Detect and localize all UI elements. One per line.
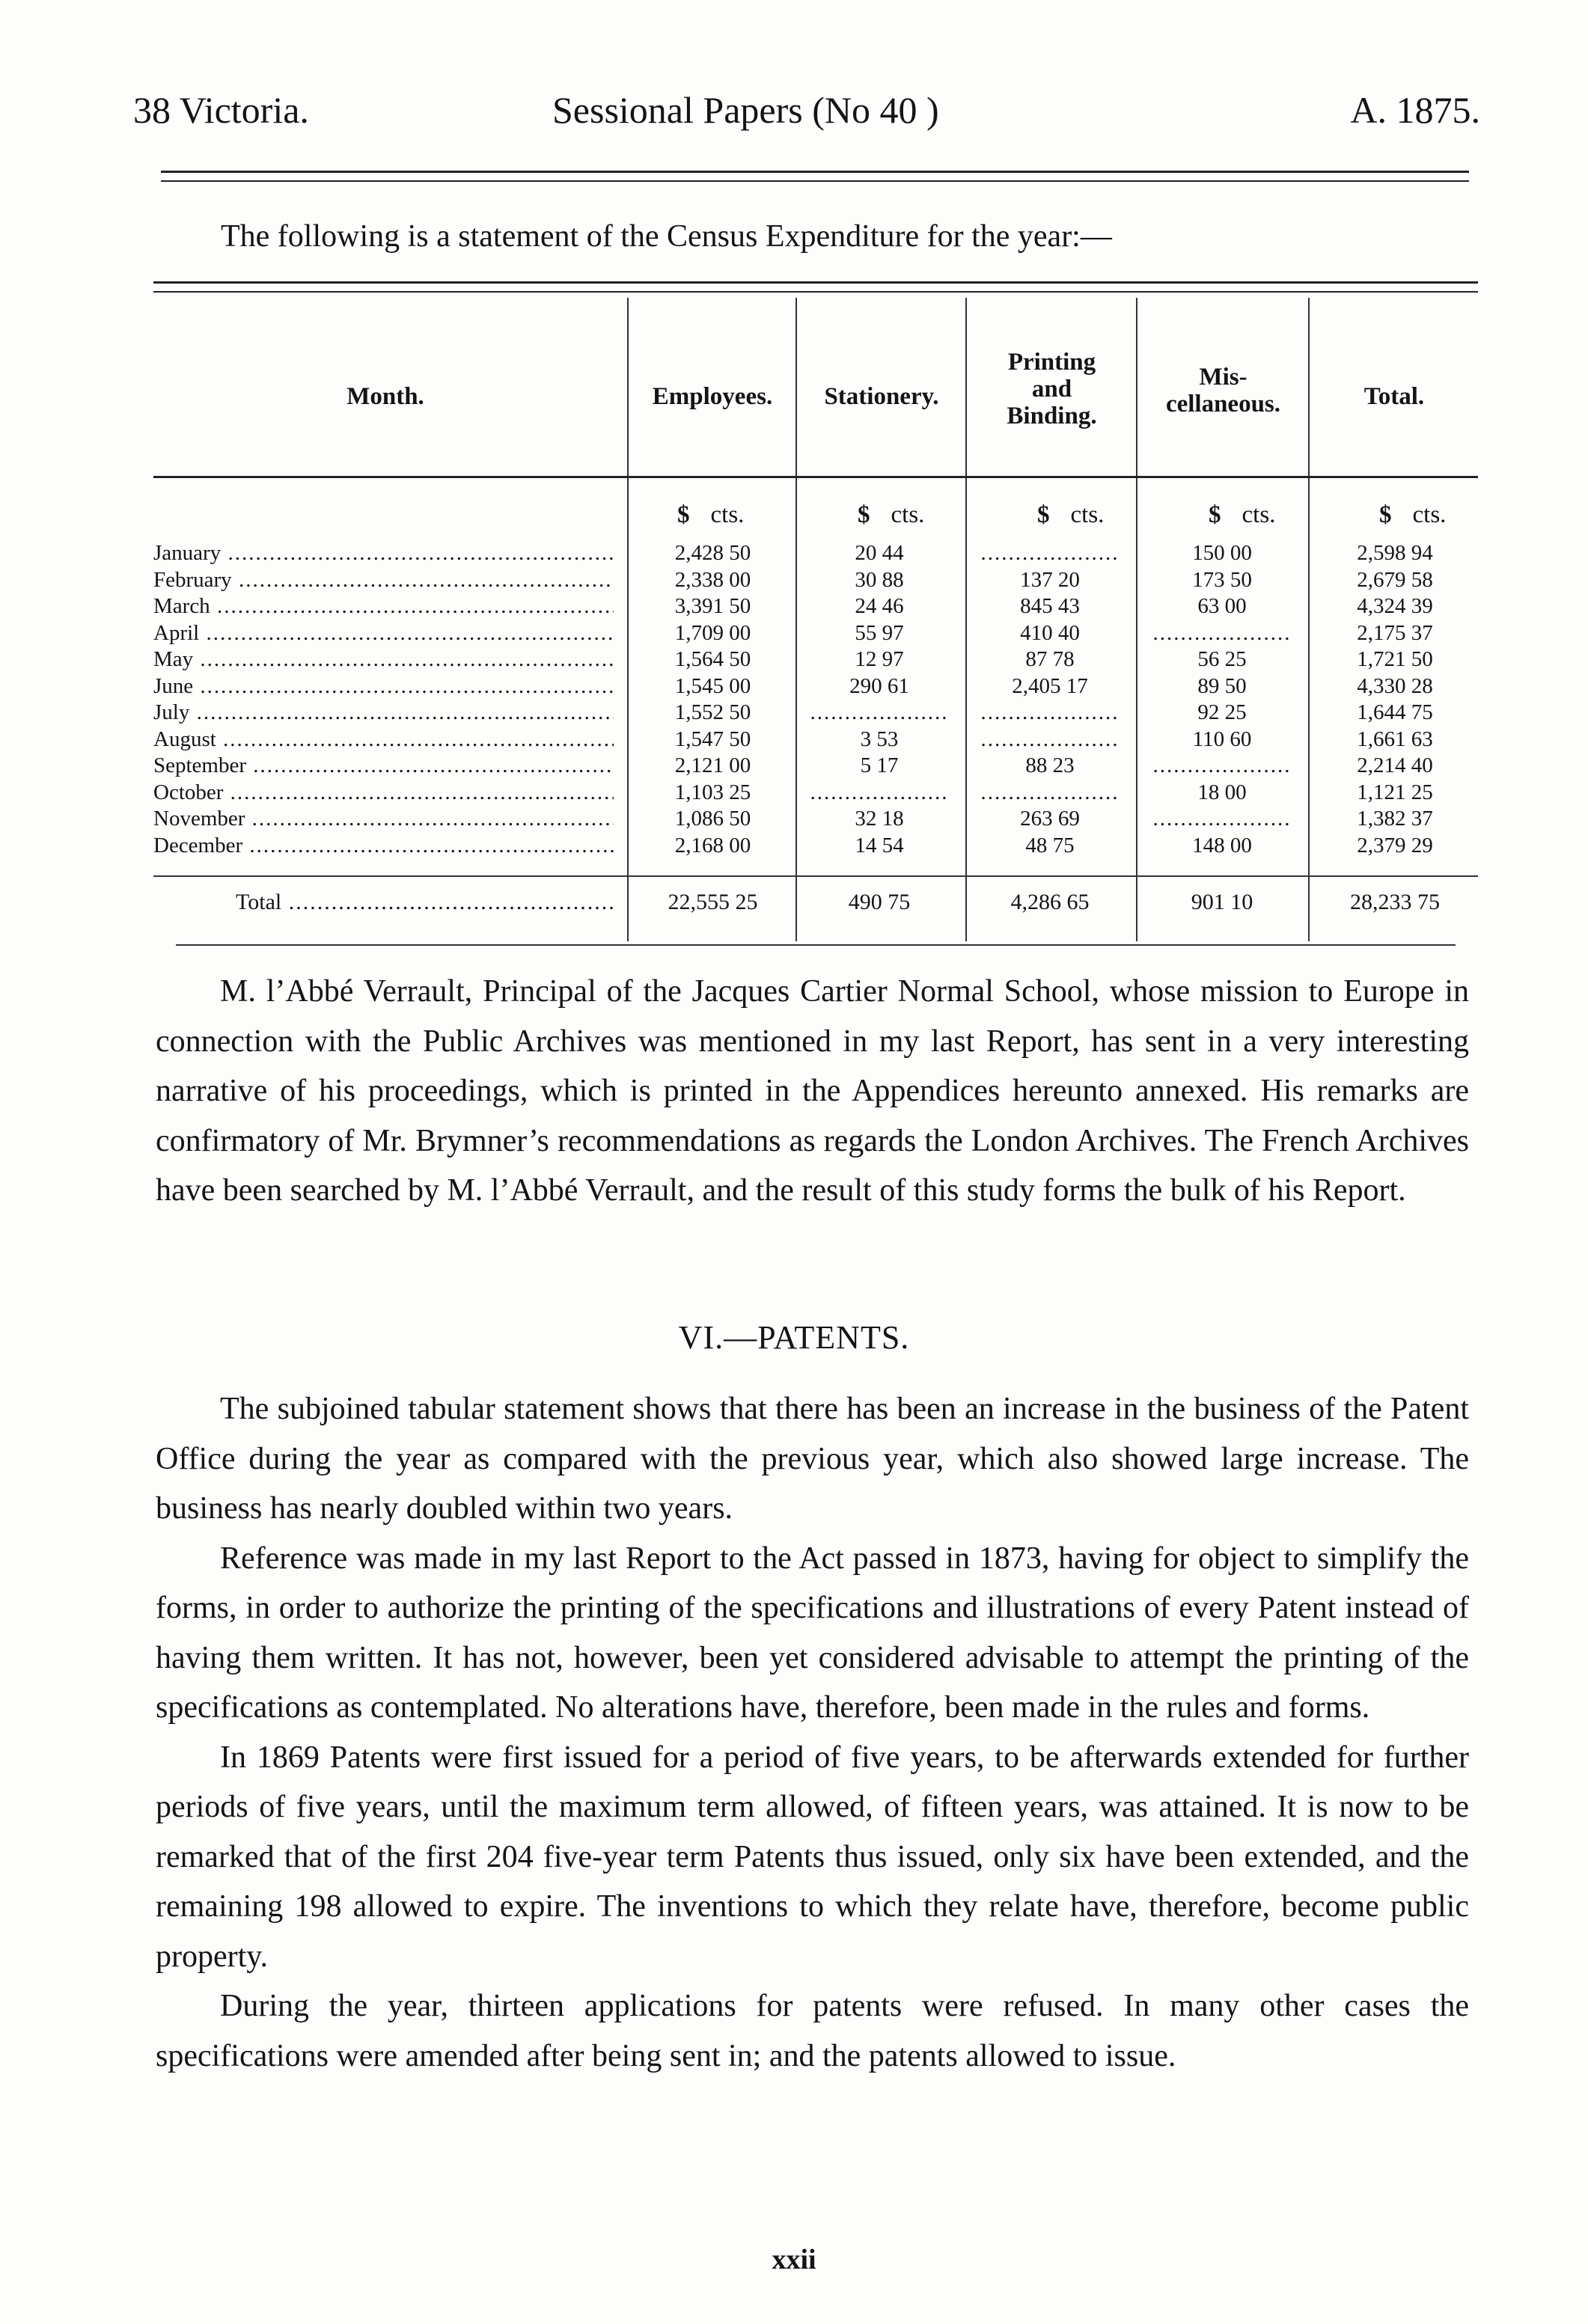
total-cell: 1,721 50 [1357,647,1433,671]
printing-cell: 410 40 [1020,620,1080,645]
employees-cell: 1,086 50 [674,807,751,831]
header-double-rule [161,171,1469,182]
header-misc-line2: cellaneous. [1165,391,1281,418]
table-total-rule [153,875,1478,877]
unit-label-total [1379,501,1446,529]
cents-label: cts. [1412,501,1447,528]
unit-label-employees [677,501,744,529]
total-cell: 1,121 25 [1357,780,1433,804]
paragraph-patents-3: In 1869 Patents were first issued for a period of five years, to be afterwards extended for further periods of five years, until the maximum term allowed, of fifteen years, was attained. It is now to be remarked that of the first 204 five-year term Patents thus issued, only six have been extended, and the remaining 198 allowed to expire. The inventions to which they relate have, therefore, become public property. [156,1740,1469,1974]
section-title-patents: VI.—PATENTS. [678,1319,910,1356]
employees-cell: 1,564 50 [674,647,751,671]
employees-cell: 3,391 50 [674,594,751,618]
employees-cell: 2,338 00 [674,567,751,592]
header-year: A. 1875. [1350,89,1480,131]
misc-cell: 148 00 [1192,833,1252,857]
total-cell: 1,644 75 [1357,700,1433,724]
misc-cell: 18 00 [1197,780,1247,804]
misc-cell: 56 25 [1197,647,1247,671]
printing-cell: 2,405 17 [1012,673,1088,698]
month-cell: September ..... [153,753,614,780]
month-cell: July ..... [153,700,614,727]
stationery-cell: 14 54 [855,833,904,857]
printing-cell: .................... [980,780,1120,804]
header-misc-line1: Mis- [1199,364,1248,391]
total-cell: 2,679 58 [1357,567,1433,592]
total-cell: 4,324 39 [1357,594,1433,618]
employees-cell: 1,552 50 [674,700,751,724]
dollar-sign: $ [1037,501,1050,528]
printing-cell: 845 43 [1020,594,1080,618]
paragraph-patents-1: The subjoined tabular statement shows that there has been an increase in the business of the Patent Office during the year as compared with the previous year, which also showed large increase. The business has nearly doubled within two years. [156,1392,1469,1526]
total-cell: 2,214 40 [1357,753,1433,777]
stationery-cell: 30 88 [855,567,904,592]
stationery-cell: .................... [810,700,949,724]
dollar-sign: $ [677,501,690,528]
header-session: 38 Victoria. [133,89,309,131]
patents-section [156,1384,1469,2081]
paragraph-patents-2: Reference was made in my last Report to the Act passed in 1873, having for object to simplify the forms, in order to authorize the printing of the specifications and illustrations of every Patent instead of having them written. It has not, however, been yet considered advisable to attempt the printing of the specifications as contemplated. No alterations have, therefore, been made in the rules and forms. [156,1541,1469,1725]
dollar-sign: $ [1209,501,1221,528]
total-label: Total ..... [236,887,614,917]
cents-label: cts. [1070,501,1105,528]
table-row [153,673,1478,700]
printing-cell: .................... [980,727,1120,751]
printing-cell: 263 69 [1020,807,1080,831]
stationery-cell: .................... [810,780,949,804]
header-miscellaneous [1138,364,1308,418]
table-row [153,806,1478,833]
misc-cell: 63 00 [1197,594,1247,618]
header-and-line: and [1031,376,1072,403]
total-employees: 22,555 25 [668,890,758,914]
table-intro: The following is a statement of the Census Expenditure for the year:— [221,219,1112,254]
month-cell: February ..... [153,567,614,594]
header-binding-line: Binding. [1007,403,1097,429]
misc-cell: 110 60 [1192,727,1252,751]
misc-cell: 173 50 [1192,567,1252,592]
employees-cell: 1,545 00 [674,673,751,698]
employees-cell: 2,168 00 [674,833,751,857]
paragraph-patents-4: During the year, thirteen applications for patents were refused. In many other cases the specifications were amended after being sent in; and the patents allowed to issue. [156,1989,1469,2073]
paragraph-verrault: M. l’Abbé Verrault, Principal of the Jacques Cartier Normal School, whose mission to Europe in connection with the Public Archives was mentioned in my last Report, has sent in a very interesting narrative of his proceedings, which is printed in the Appendices hereunto annexed. His remarks are confirmatory of Mr. Brymner’s recommendations as regards the London Archives. The French Archives have been searched by M. l’Abbé Verrault, and the result of this study forms the bulk of his Report. [156,974,1469,1208]
stationery-cell: 32 18 [855,807,904,831]
header-total: Total. [1363,383,1425,410]
running-header [133,88,1480,141]
header-month: Month. [346,383,424,410]
misc-cell: 92 25 [1197,700,1247,724]
month-cell: May ..... [153,646,614,673]
misc-cell: .................... [1152,807,1292,831]
month-cell: June ..... [153,673,614,700]
verrault-section [156,967,1469,1216]
table-row [153,833,1478,860]
table-row [153,620,1478,647]
misc-cell: 89 50 [1197,673,1247,698]
total-cell: 2,598 94 [1357,541,1433,565]
month-cell: November ..... [153,806,614,833]
dollar-sign: $ [1379,501,1392,528]
misc-cell: .................... [1152,753,1292,777]
header-printing-binding [968,349,1136,429]
stationery-cell: 5 17 [860,753,899,777]
stationery-cell: 55 97 [855,620,904,645]
table-row [153,646,1478,673]
printing-cell: 88 23 [1025,753,1075,777]
employees-cell: 2,428 50 [674,541,751,565]
unit-label-stationery [858,501,924,529]
header-sessional-papers: Sessional Papers (No 40 ) [552,89,939,131]
month-cell: December ..... [153,833,614,860]
header-employees: Employees. [652,383,773,410]
page-folio: xxii [772,2244,816,2275]
employees-cell: 1,103 25 [674,780,751,804]
table-row [153,593,1478,620]
employees-cell: 2,121 00 [674,753,751,777]
table-row [153,727,1478,753]
table-row [153,780,1478,807]
grand-total: 28,233 75 [1350,890,1440,914]
month-cell: April ..... [153,620,614,647]
table-row [153,540,1478,567]
stationery-cell: 20 44 [855,541,904,565]
employees-cell: 1,547 50 [674,727,751,751]
employees-cell: 1,709 00 [674,620,751,645]
table-body [153,540,1478,859]
dollar-sign: $ [858,501,870,528]
table-bottom-rule [176,944,1456,946]
table-header-rule [153,476,1478,478]
total-printing: 4,286 65 [1010,890,1090,914]
printing-cell: .................... [980,541,1120,565]
printing-cell: 137 20 [1020,567,1080,592]
cents-label: cts. [1242,501,1276,528]
cents-label: cts. [710,501,745,528]
total-stationery: 490 75 [848,890,911,914]
total-cell: 4,330 28 [1357,673,1433,698]
printing-cell: 87 78 [1025,647,1075,671]
misc-cell: 150 00 [1192,541,1252,565]
stationery-cell: 290 61 [849,673,909,698]
stationery-cell: 3 53 [860,727,899,751]
table-total-row [153,887,1478,917]
printing-cell: 48 75 [1025,833,1075,857]
stationery-cell: 12 97 [855,647,904,671]
unit-label-printing [1037,501,1104,529]
table-row [153,700,1478,727]
total-cell: 2,379 29 [1357,833,1433,857]
month-cell: August ..... [153,727,614,753]
month-cell: January ..... [153,540,614,567]
total-cell: 2,175 37 [1357,620,1433,645]
misc-cell: .................... [1152,620,1292,645]
header-printing-line: Printing [1007,349,1096,376]
cents-label: cts. [891,501,925,528]
total-cell: 1,661 63 [1357,727,1433,751]
table-top-rule [153,281,1478,293]
printing-cell: .................... [980,700,1120,724]
total-cell: 1,382 37 [1357,807,1433,831]
month-cell: March ..... [153,593,614,620]
header-stationery: Stationery. [824,383,939,410]
stationery-cell: 24 46 [855,594,904,618]
table-row [153,567,1478,594]
total-misc: 901 10 [1191,890,1253,914]
unit-label-misc [1209,501,1275,529]
month-cell: October ..... [153,780,614,807]
table-row [153,753,1478,780]
